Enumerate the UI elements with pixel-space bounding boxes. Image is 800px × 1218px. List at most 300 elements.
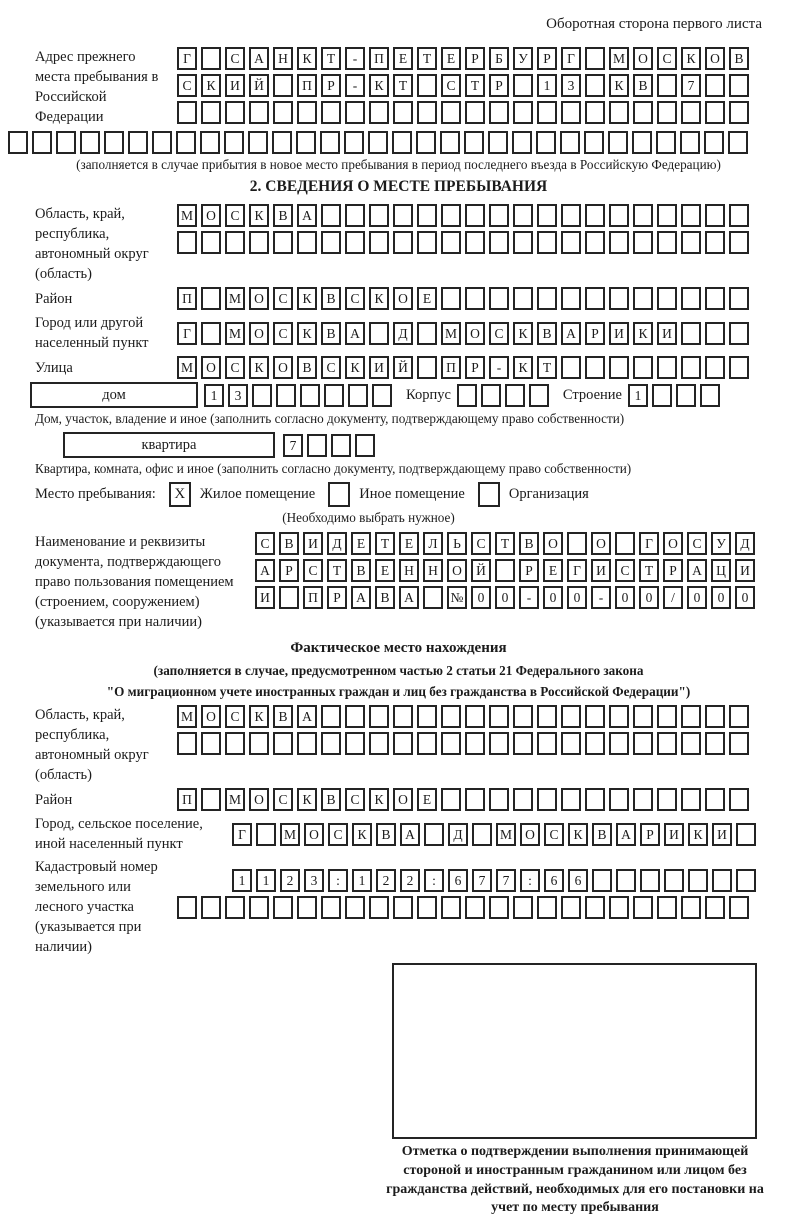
form-cell <box>392 131 412 154</box>
city-block <box>35 313 762 353</box>
document-row-2 <box>255 559 759 582</box>
form-cell <box>537 231 557 254</box>
actual-city-label: Город, сельское поселение, иной населенный пункт <box>35 816 203 852</box>
organization-checkbox <box>478 482 500 507</box>
form-cell: К <box>369 287 389 310</box>
form-cell <box>417 231 437 254</box>
form-cell <box>440 131 460 154</box>
form-cell: О <box>543 532 563 555</box>
document-block <box>35 532 762 632</box>
form-cell: А <box>399 586 419 609</box>
document-row-3 <box>255 586 759 609</box>
form-cell: Г <box>177 322 197 345</box>
form-cell: Е <box>543 559 563 582</box>
form-cell <box>681 231 701 254</box>
form-cell <box>705 287 725 310</box>
form-cell <box>200 131 220 154</box>
form-cell <box>585 896 605 919</box>
form-cell: М <box>496 823 516 846</box>
form-cell <box>657 732 677 755</box>
form-cell <box>225 101 245 124</box>
actual-location-caption-2: "О миграционном учете иностранных граждан и лиц без гражданства в Российской Федерации") <box>106 684 691 699</box>
form-cell: В <box>376 823 396 846</box>
form-cell <box>585 788 605 811</box>
form-cell <box>307 434 327 457</box>
form-cell <box>489 732 509 755</box>
form-cell <box>369 896 389 919</box>
form-cell <box>640 869 660 892</box>
form-cell <box>537 788 557 811</box>
form-cell: 1 <box>352 869 372 892</box>
form-cell <box>249 732 269 755</box>
form-cell <box>489 231 509 254</box>
form-cell <box>676 384 696 407</box>
form-cell <box>729 705 749 728</box>
region-row-2 <box>177 231 753 254</box>
form-cell <box>320 131 340 154</box>
form-cell: Г <box>639 532 659 555</box>
form-cell: - <box>591 586 611 609</box>
form-cell <box>729 356 749 379</box>
form-cell <box>177 101 197 124</box>
stroenie-cells <box>628 384 724 407</box>
actual-city-row <box>232 823 760 846</box>
form-cell <box>417 356 437 379</box>
form-cell: О <box>633 47 653 70</box>
form-cell: А <box>255 559 275 582</box>
form-cell <box>273 74 293 97</box>
actual-location-caption-1: (заполняется в случае, предусмотренном частью 2 статьи 21 Федерального закона <box>153 663 644 678</box>
form-cell <box>657 204 677 227</box>
form-cell: Т <box>465 74 485 97</box>
prev-address-label: Адрес прежнего места пребывания в Российской Федерации <box>35 49 159 125</box>
form-cell <box>201 322 221 345</box>
form-cell <box>321 204 341 227</box>
form-cell <box>537 204 557 227</box>
form-cell <box>681 101 701 124</box>
form-cell: Й <box>471 559 491 582</box>
form-cell <box>705 356 725 379</box>
form-cell <box>536 131 556 154</box>
form-cell <box>417 101 437 124</box>
form-cell: М <box>225 322 245 345</box>
form-cell <box>201 788 221 811</box>
form-cell <box>633 287 653 310</box>
house-caption: Дом, участок, владение и иное (заполнить согласно документу, подтверждающему право собственности) <box>35 411 625 426</box>
form-cell <box>297 101 317 124</box>
form-cell <box>657 356 677 379</box>
form-cell: К <box>609 74 629 97</box>
form-cell: С <box>615 559 635 582</box>
form-cell <box>616 869 636 892</box>
confirmation-stamp-caption: Отметка о подтверждении выполнения принимающей стороной и иностранным гражданином или лицом без гражданства действий, необходимых для его постановки на учет по месту пребывания <box>386 1144 764 1216</box>
form-cell: И <box>303 532 323 555</box>
form-cell <box>441 287 461 310</box>
form-cell: С <box>225 47 245 70</box>
form-cell: Т <box>375 532 395 555</box>
form-cell <box>537 896 557 919</box>
form-cell <box>56 131 76 154</box>
form-cell: : <box>328 869 348 892</box>
form-cell: Б <box>489 47 509 70</box>
form-cell <box>633 356 653 379</box>
form-cell <box>513 74 533 97</box>
form-cell: Д <box>327 532 347 555</box>
form-cell <box>393 204 413 227</box>
form-cell: 0 <box>615 586 635 609</box>
region-cells <box>177 204 753 258</box>
form-cell <box>296 131 316 154</box>
house-block <box>35 382 762 408</box>
form-cell: В <box>321 287 341 310</box>
form-cell: Т <box>417 47 437 70</box>
form-cell: 2 <box>400 869 420 892</box>
apartment-block <box>35 432 762 458</box>
form-cell <box>465 101 485 124</box>
form-cell: А <box>561 322 581 345</box>
document-label: Наименование и реквизиты документа, подтверждающего право пользования помещением (строением, сооружением) (указывается при наличии) <box>35 534 234 630</box>
form-cell <box>393 101 413 124</box>
cadastral-label: Кадастровый номер земельного или лесного участка (указывается при наличии) <box>35 859 158 955</box>
form-cell: Т <box>537 356 557 379</box>
form-cell <box>561 231 581 254</box>
actual-region-cells <box>177 705 753 759</box>
other-premises-label: Иное помещение <box>359 486 465 502</box>
form-cell: О <box>447 559 467 582</box>
form-cell <box>585 732 605 755</box>
form-cell <box>529 384 549 407</box>
form-cell: Д <box>393 322 413 345</box>
form-cell: Н <box>399 559 419 582</box>
form-cell: К <box>201 74 221 97</box>
section2-title: 2. СВЕДЕНИЯ О МЕСТЕ ПРЕБЫВАНИЯ <box>249 178 548 195</box>
form-cell: О <box>249 287 269 310</box>
form-cell: К <box>345 356 365 379</box>
form-cell: М <box>225 788 245 811</box>
form-cell: 0 <box>639 586 659 609</box>
form-cell: С <box>273 322 293 345</box>
form-cell <box>537 705 557 728</box>
form-cell: - <box>345 74 365 97</box>
form-cell <box>276 384 296 407</box>
form-cell <box>128 131 148 154</box>
form-cell <box>609 287 629 310</box>
form-cell <box>201 231 221 254</box>
form-cell <box>729 322 749 345</box>
form-cell: Д <box>735 532 755 555</box>
form-cell: - <box>519 586 539 609</box>
form-cell <box>369 322 389 345</box>
form-cell: А <box>249 47 269 70</box>
form-cell <box>633 896 653 919</box>
form-cell <box>481 384 501 407</box>
form-cell <box>505 384 525 407</box>
korpus-label: Корпус <box>406 386 451 403</box>
form-cell: М <box>441 322 461 345</box>
form-cell: Е <box>399 532 419 555</box>
form-cell <box>417 204 437 227</box>
form-cell: Р <box>663 559 683 582</box>
form-cell: О <box>273 356 293 379</box>
form-cell: В <box>273 204 293 227</box>
form-cell: И <box>609 322 629 345</box>
form-cell: 1 <box>537 74 557 97</box>
form-cell <box>633 204 653 227</box>
form-cell <box>585 47 605 70</box>
form-cell: И <box>664 823 684 846</box>
form-cell: Е <box>417 287 437 310</box>
prev-address-row-3 <box>177 101 753 124</box>
prev-address-block <box>35 47 762 128</box>
form-cell: 0 <box>495 586 515 609</box>
form-cell <box>561 788 581 811</box>
form-cell <box>608 131 628 154</box>
form-cell: 0 <box>471 586 491 609</box>
form-cell: 0 <box>711 586 731 609</box>
form-cell: О <box>201 705 221 728</box>
actual-district-label: Район <box>35 791 73 808</box>
form-cell: П <box>441 356 461 379</box>
form-cell: М <box>225 287 245 310</box>
form-cell: С <box>321 356 341 379</box>
korpus-cells <box>457 384 553 407</box>
form-cell <box>688 869 708 892</box>
form-cell <box>369 204 389 227</box>
form-cell <box>609 231 629 254</box>
form-cell: С <box>489 322 509 345</box>
form-cell: П <box>177 287 197 310</box>
form-cell <box>513 732 533 755</box>
region-row-1 <box>177 204 753 227</box>
form-cell: А <box>687 559 707 582</box>
form-cell <box>513 101 533 124</box>
form-cell: Р <box>640 823 660 846</box>
form-cell <box>104 131 124 154</box>
apartment-caption: Квартира, комната, офис и иное (заполнить согласно документу, подтверждающему право собственности) <box>35 461 632 476</box>
form-cell: Т <box>495 532 515 555</box>
form-cell: 3 <box>304 869 324 892</box>
form-cell <box>417 705 437 728</box>
form-cell <box>495 559 515 582</box>
form-cell: Е <box>351 532 371 555</box>
form-cell <box>657 287 677 310</box>
form-cell <box>513 896 533 919</box>
form-cell <box>465 705 485 728</box>
form-cell: К <box>681 47 701 70</box>
form-cell: 6 <box>544 869 564 892</box>
form-cell <box>225 732 245 755</box>
prev-address-row-2 <box>177 74 753 97</box>
form-cell <box>561 705 581 728</box>
street-label: Улица <box>35 359 73 376</box>
form-cell: Г <box>561 47 581 70</box>
form-cell: У <box>513 47 533 70</box>
region-label: Область, край, республика, автономный округ (область) <box>35 206 149 282</box>
prev-address-caption: (заполняется в случае прибытия в новое место пребывания в период последнего въезда в Российскую Федерацию) <box>76 157 721 172</box>
form-cell: Е <box>417 788 437 811</box>
form-cell <box>705 732 725 755</box>
form-cell: В <box>519 532 539 555</box>
form-cell <box>177 896 197 919</box>
form-cell <box>705 788 725 811</box>
cadastral-block <box>35 857 762 957</box>
form-cell <box>609 788 629 811</box>
form-cell: С <box>303 559 323 582</box>
cadastral-cells <box>177 857 760 923</box>
form-cell: О <box>304 823 324 846</box>
region-block <box>35 204 762 284</box>
form-cell: : <box>520 869 540 892</box>
form-cell <box>465 896 485 919</box>
form-cell <box>512 131 532 154</box>
form-cell: И <box>735 559 755 582</box>
form-cell <box>585 204 605 227</box>
form-cell: В <box>273 705 293 728</box>
form-cell <box>273 231 293 254</box>
form-cell: К <box>352 823 372 846</box>
form-cell: С <box>225 705 245 728</box>
form-cell <box>728 131 748 154</box>
form-cell <box>441 204 461 227</box>
form-cell <box>249 101 269 124</box>
form-cell <box>681 788 701 811</box>
form-cell: Д <box>448 823 468 846</box>
form-cell: 2 <box>280 869 300 892</box>
form-cell <box>393 732 413 755</box>
form-cell: Е <box>393 47 413 70</box>
form-cell: Т <box>327 559 347 582</box>
form-cell <box>368 131 388 154</box>
form-cell <box>417 74 437 97</box>
form-cell: К <box>369 788 389 811</box>
form-cell: 0 <box>543 586 563 609</box>
actual-region-block <box>35 705 762 785</box>
form-cell <box>633 705 653 728</box>
form-cell <box>729 204 749 227</box>
form-cell <box>249 231 269 254</box>
form-cell: С <box>345 287 365 310</box>
form-cell <box>489 101 509 124</box>
residential-label: Жилое помещение <box>199 486 316 502</box>
form-cell: К <box>688 823 708 846</box>
form-cell <box>700 384 720 407</box>
form-cell: О <box>201 204 221 227</box>
form-cell: К <box>297 788 317 811</box>
form-cell <box>729 231 749 254</box>
prev-address-row-4 <box>8 131 762 154</box>
form-cell <box>393 231 413 254</box>
form-cell <box>705 101 725 124</box>
form-cell: В <box>375 586 395 609</box>
form-cell: Т <box>321 47 341 70</box>
form-cell: П <box>177 788 197 811</box>
form-cell: Р <box>519 559 539 582</box>
actual-district-block <box>35 788 762 811</box>
form-cell: 1 <box>628 384 648 407</box>
form-cell: Й <box>393 356 413 379</box>
form-cell: В <box>321 322 341 345</box>
street-row <box>177 356 753 379</box>
form-cell: М <box>177 705 197 728</box>
form-cell <box>567 532 587 555</box>
house-cells <box>204 384 396 407</box>
form-cell <box>369 705 389 728</box>
form-cell <box>345 732 365 755</box>
form-cell <box>729 788 749 811</box>
actual-region-row-2 <box>177 732 753 755</box>
form-cell: А <box>297 204 317 227</box>
form-cell: М <box>280 823 300 846</box>
form-cell <box>321 896 341 919</box>
form-cell <box>705 204 725 227</box>
district-block <box>35 287 762 310</box>
form-cell: О <box>465 322 485 345</box>
form-cell <box>657 74 677 97</box>
form-cell: И <box>712 823 732 846</box>
form-cell <box>348 384 368 407</box>
form-cell <box>441 788 461 811</box>
house-box: дом <box>30 382 198 408</box>
form-cell <box>561 356 581 379</box>
form-cell <box>633 101 653 124</box>
form-cell <box>321 231 341 254</box>
form-cell <box>657 231 677 254</box>
form-cell: В <box>592 823 612 846</box>
form-cell <box>664 869 684 892</box>
form-cell <box>321 101 341 124</box>
form-cell <box>513 705 533 728</box>
form-cell <box>273 732 293 755</box>
form-cell <box>417 732 437 755</box>
form-cell: В <box>321 788 341 811</box>
form-cell <box>561 732 581 755</box>
form-cell <box>345 896 365 919</box>
form-cell <box>681 204 701 227</box>
form-cell: П <box>303 586 323 609</box>
form-cell <box>633 788 653 811</box>
form-cell <box>736 869 756 892</box>
stay-type-label: Место пребывания: <box>35 486 156 502</box>
form-cell <box>369 732 389 755</box>
form-cell: Р <box>585 322 605 345</box>
form-cell: В <box>279 532 299 555</box>
form-cell <box>705 74 725 97</box>
form-cell <box>464 131 484 154</box>
form-cell <box>681 287 701 310</box>
form-cell: С <box>273 287 293 310</box>
stroenie-label: Строение <box>562 386 622 403</box>
form-cell: О <box>520 823 540 846</box>
form-cell <box>369 231 389 254</box>
form-cell: 1 <box>232 869 252 892</box>
form-cell: О <box>201 356 221 379</box>
form-cell <box>584 131 604 154</box>
form-cell <box>152 131 172 154</box>
form-cell <box>705 705 725 728</box>
form-cell: О <box>705 47 725 70</box>
form-cell <box>489 896 509 919</box>
form-cell <box>489 287 509 310</box>
form-cell <box>585 101 605 124</box>
form-cell <box>201 732 221 755</box>
form-cell <box>331 434 351 457</box>
form-cell: П <box>369 47 389 70</box>
form-cell <box>345 231 365 254</box>
form-cell <box>321 732 341 755</box>
form-cell: 0 <box>687 586 707 609</box>
form-cell: К <box>369 74 389 97</box>
form-cell <box>457 384 477 407</box>
